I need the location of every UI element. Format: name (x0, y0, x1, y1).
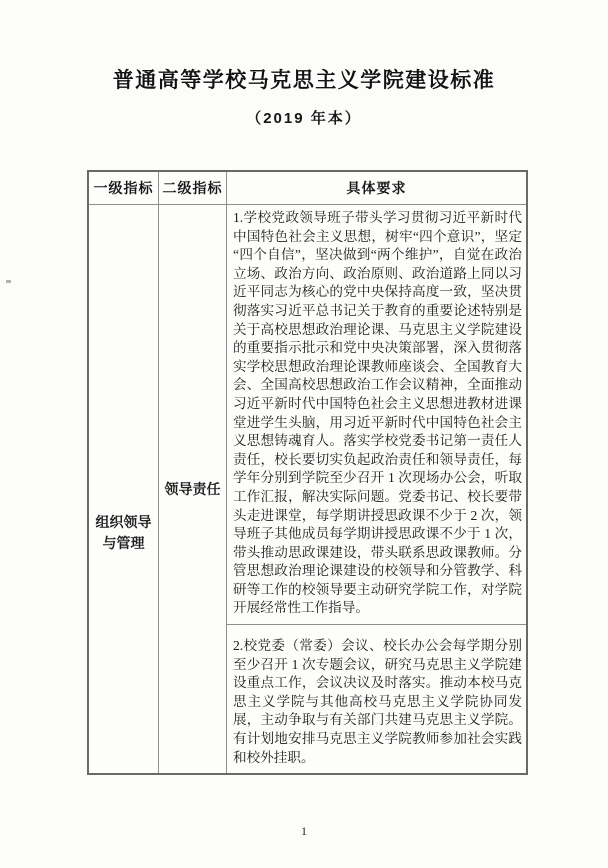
level2-indicator-label: 领导责任 (164, 480, 221, 497)
column-header-level2-indicator: 二级指标 (159, 172, 227, 204)
column-header-level1-indicator: 一级指标 (89, 172, 159, 204)
cell-level1-indicator (89, 205, 159, 773)
table-header-row (89, 172, 526, 205)
cell-level2-indicator (159, 205, 227, 773)
scan-artifact (6, 280, 11, 283)
document-subtitle: （2019 年本） (246, 110, 362, 127)
standards-table (87, 170, 528, 775)
column-header-requirements: 具体要求 (346, 180, 407, 196)
cell-requirements (227, 205, 526, 773)
page-number: 1 (301, 824, 307, 838)
requirement-item-2: 2.校党委（常委）会议、校长办公会每学期分别至少召开 1 次专题会议，研究马克思主义学院建设重点工作，会议决议及时落实。推动本校马克思主义学院与其他高校马克思主义学院协同发展，主动争取与有关部门共建马克思主义学院。有计划地安排马克思主义学院教师参加社会实践和校外挂职。 (233, 638, 522, 765)
requirement-item-1: 1.学校党政领导班子带头学习贯彻习近平新时代中国特色社会主义思想，树牢“四个意识”，坚定“四个自信”，坚决做到“两个维护”，自觉在政治立场、政治方向、政治原则、政治道路上同以习近平同志为核心的党中央保持高度一致，坚决贯彻落实习近平总书记关于教育的重要论述特别是关于高校思想政治理论课、马克思主义学院建设的重要指示批示和党中央决策部署，深入贯彻落实学校思想政治理论课教师座谈会、全国教育大会、全国高校思想政治工作会议精神，全面推动习近平新时代中国特色社会主义思想进教材进课堂进学生头脑，用习近平新时代中国特色社会主义思想铸魂育人。落实学校党委书记第一责任人责任，校长要切实负起政治责任和领导责任，每学年分别到学院至少召开 1 次现场办公会，听取工作汇报，解决实际问题。党委书记、校长要带头走进课堂，每学期讲授思政课不少于 2 次，领导班子其他成员每学期讲授思政课不少于 1 次，带头推动思政课建设，带头联系思政课教师。分管思想政治理论课建设的校领导和分管教学、科研等工作的校领导要主动研究学院工作，对学院开展经常性工作指导。 (227, 205, 526, 625)
level1-indicator-label: 组织领导与管理 (95, 514, 152, 552)
document-title: 普通高等学校马克思主义学院建设标准 (112, 69, 496, 92)
table-row (89, 205, 526, 773)
